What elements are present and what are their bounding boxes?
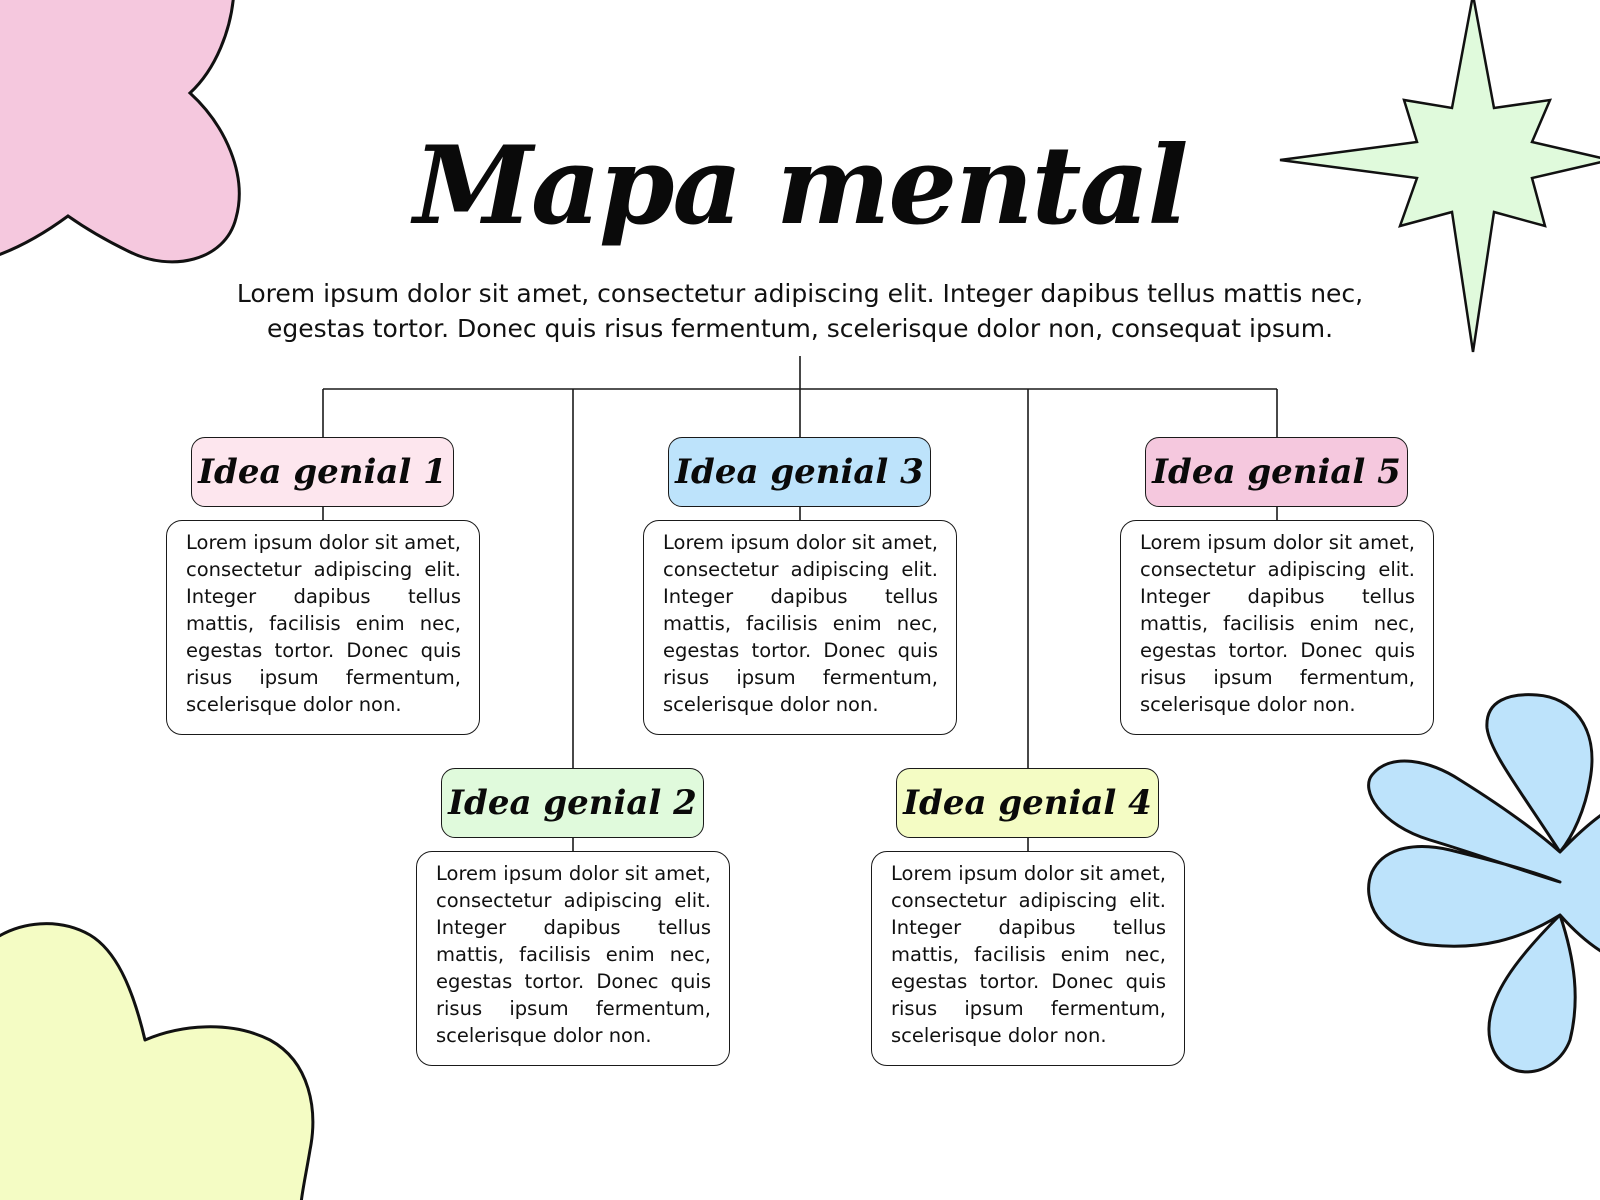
idea-3-description: Lorem ipsum dolor sit amet, consectetur adipiscing elit. Integer dapibus tellus mattis, facilisis enim nec, egestas tortor. Donec quis risus ipsum fermentum, scelerisque dolor non. (643, 520, 957, 735)
idea-1-description: Lorem ipsum dolor sit amet, consectetur adipiscing elit. Integer dapibus tellus mattis, facilisis enim nec, egestas tortor. Donec quis risus ipsum fermentum, scelerisque dolor non. (166, 520, 480, 735)
page-title: Mapa mental (413, 123, 1187, 249)
idea-1-label: Idea genial 1 (191, 437, 454, 507)
idea-2-description: Lorem ipsum dolor sit amet, consectetur adipiscing elit. Integer dapibus tellus mattis, facilisis enim nec, egestas tortor. Donec quis risus ipsum fermentum, scelerisque dolor non. (416, 851, 730, 1066)
idea-2-label: Idea genial 2 (441, 768, 704, 838)
idea-3-label: Idea genial 3 (668, 437, 931, 507)
idea-5-description: Lorem ipsum dolor sit amet, consectetur adipiscing elit. Integer dapibus tellus mattis, facilisis enim nec, egestas tortor. Donec quis risus ipsum fermentum, scelerisque dolor non. (1120, 520, 1434, 735)
idea-4-label: Idea genial 4 (896, 768, 1159, 838)
intro-text: Lorem ipsum dolor sit amet, consectetur adipiscing elit. Integer dapibus tellus mattis nec, egestas tortor. Donec quis risus fermentum, scelerisque dolor non, consequat ipsum. (236, 279, 1364, 343)
idea-4-description: Lorem ipsum dolor sit amet, consectetur adipiscing elit. Integer dapibus tellus mattis, facilisis enim nec, egestas tortor. Donec quis risus ipsum fermentum, scelerisque dolor non. (871, 851, 1185, 1066)
idea-5-label: Idea genial 5 (1145, 437, 1408, 507)
